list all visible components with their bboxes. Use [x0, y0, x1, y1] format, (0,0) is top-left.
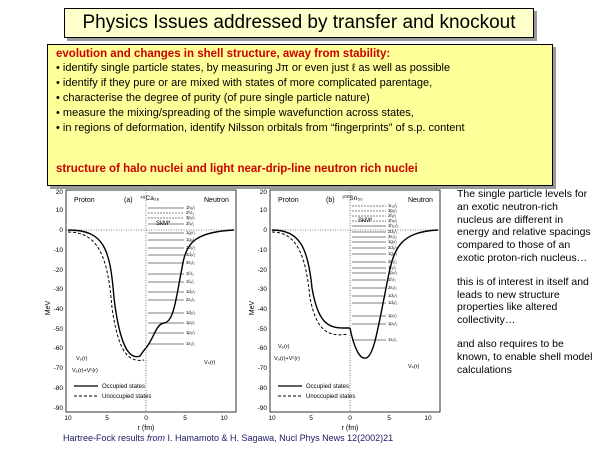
figure-b	[248, 188, 448, 434]
level-label: 1d₃/₂	[186, 289, 196, 294]
x-tick-label: 10	[220, 415, 228, 422]
slide-title-box	[64, 8, 534, 38]
vn-label: Vₙ(r)	[204, 360, 216, 366]
y-tick-label: -30	[53, 286, 63, 293]
issues-heading: evolution and changes in shell structure, away from stability:	[56, 48, 391, 60]
y-tick-label: -70	[257, 365, 267, 372]
level-label: 1f₅/₂	[186, 279, 195, 284]
level-label: 1p₃/₂	[388, 321, 398, 326]
panel-label: (b)	[326, 197, 335, 204]
level-label: 1f₇/₂	[186, 271, 194, 276]
level-labels	[186, 205, 196, 346]
y-tick-label: -90	[53, 405, 63, 412]
y-tick-label: -50	[257, 326, 267, 333]
level-label: 1d₃/₂	[388, 293, 398, 298]
level-label: 2f₇/₂	[186, 210, 194, 215]
nucleus-label: ⁴⁸Ca₂₈	[140, 195, 160, 202]
x-tick-label: 10	[424, 415, 432, 422]
y-tick-label: -90	[257, 405, 267, 412]
force-label: SkM*	[358, 218, 373, 224]
side-paragraph: The single particle levels for an exotic neutron-rich nucleus are different in energy and relative spacings compared to those of an exotic proton-rich nucleus…	[457, 188, 591, 264]
x-tick-label: 0	[348, 415, 352, 422]
y-tick-label: -60	[257, 345, 267, 352]
level-label: 1f₇/₂	[388, 277, 396, 282]
y-tick-labels	[258, 189, 268, 412]
vn-label: Vₙ(r)	[408, 364, 420, 370]
caption-suffix: I. Hamamoto & H. Sagawa, Nucl Phys News 12(2002)21	[165, 433, 394, 443]
issues-box	[47, 44, 553, 186]
y-axis-label: MeV	[249, 300, 256, 316]
x-tick-label: 5	[183, 415, 187, 422]
x-axis-label: r (fm)	[137, 425, 155, 432]
x-tick-label: 10	[64, 415, 72, 422]
y-tick-label: 0	[59, 227, 63, 234]
legend-unoccupied: Unoccupied states	[102, 394, 152, 400]
x-tick-labels	[64, 415, 228, 422]
neutron-label: Neutron	[204, 197, 229, 204]
single-particle-levels	[352, 206, 386, 340]
issues-list	[56, 61, 544, 136]
level-label: 2d₅/₂	[186, 252, 196, 257]
y-tick-label: -80	[257, 385, 267, 392]
legend-occupied: Occupied states	[306, 384, 350, 390]
y-tick-label: -70	[53, 365, 63, 372]
level-label: 1i₁₃/₂	[388, 203, 398, 208]
level-label: 1h₉/₂	[388, 218, 398, 223]
y-tick-label: -40	[257, 306, 267, 313]
x-axis-label: r (fm)	[341, 425, 359, 432]
level-label: 1d₅/₂	[186, 310, 196, 315]
issue-item: • measure the mixing/spreading of the simple wavefunction across states,	[56, 107, 414, 119]
level-label: 2p₃/₂	[388, 270, 398, 275]
level-label: 1p₁/₂	[186, 320, 196, 325]
y-tick-label: 0	[263, 227, 267, 234]
level-label: 1g₇/₂	[388, 239, 398, 244]
level-label: 2d₃/₂	[186, 245, 196, 250]
side-paragraph: and also requires to be known, to enable shell model calculations	[457, 337, 593, 376]
level-label: 2s₁/₂	[388, 285, 397, 290]
y-tick-label: -80	[53, 385, 63, 392]
side-commentary	[457, 188, 597, 387]
level-label: 2s₁/₂	[186, 297, 195, 302]
level-label: 3p₁/₂	[186, 215, 196, 220]
force-label: SkM*	[156, 221, 171, 227]
level-label: 1s₁/₂	[388, 337, 397, 342]
level-label: 1p₃/₂	[186, 330, 196, 335]
side-paragraph: this is of interest in itself and leads to new structure properties like altered collectivity…	[457, 275, 589, 327]
level-label: 1h₉/₂	[186, 205, 196, 210]
legend-unoccupied: Unoccupied states	[306, 394, 356, 400]
level-label: 3s₁/₂	[388, 234, 397, 239]
x-tick-label: 5	[105, 415, 109, 422]
level-label: 1p₁/₂	[388, 313, 398, 318]
y-tick-label: -40	[53, 306, 63, 313]
vp-label: Vₚ(r)	[76, 356, 88, 362]
level-label: 1d₅/₂	[388, 300, 398, 305]
y-tick-label: -60	[53, 345, 63, 352]
issue-item: • characterise the degree of purity (of pure single particle nature)	[56, 92, 370, 104]
vp-label: Vₚ(r)	[278, 344, 290, 350]
panel-label: (a)	[124, 197, 133, 204]
level-label: 3s₁/₂	[186, 260, 195, 265]
x-tick-label: 5	[387, 415, 391, 422]
vcoul-label: Vₚ(r)+Vᶜ(r)	[72, 368, 98, 374]
level-label: 2f₅/₂	[186, 221, 195, 226]
y-tick-label: 10	[55, 207, 63, 214]
slide-title: Physics Issues addressed by transfer and knockout	[82, 12, 516, 33]
caption-from: from	[147, 433, 166, 443]
y-tick-label: 20	[55, 189, 63, 196]
level-label: 2f₅/₂	[388, 213, 397, 218]
level-label: 1s₁/₂	[186, 341, 195, 346]
single-particle-levels	[148, 208, 184, 344]
y-tick-label: -50	[53, 326, 63, 333]
neutron-label: Neutron	[408, 197, 433, 204]
level-label: 2d₅/₂	[388, 245, 398, 250]
level-label: 2d₃/₂	[388, 229, 398, 234]
level-label: 2p₁/₂	[388, 259, 398, 264]
figure-caption	[63, 433, 393, 443]
proton-label: Proton	[278, 197, 299, 204]
halo-subheading: structure of halo nuclei and light near-drip-line neutron rich nuclei	[56, 163, 418, 175]
y-tick-label: -30	[257, 286, 267, 293]
level-label: 1g₉/₂	[388, 251, 398, 256]
level-label: 1h₁₁/₂	[388, 223, 399, 228]
proton-label: Proton	[74, 197, 95, 204]
caption-prefix: Hartree-Fock results	[63, 433, 148, 443]
level-label: 3p₁/₂	[388, 208, 398, 213]
x-tick-label: 5	[309, 415, 313, 422]
level-label: 1g₉/₂	[186, 237, 196, 242]
legend-occupied: Occupied states	[102, 384, 146, 390]
potential-plot-b	[248, 188, 448, 434]
potential-plot-a	[44, 188, 244, 434]
level-label: 1g₇/₂	[186, 230, 196, 235]
issue-item: • identify single particle states, by measuring Jπ or even just ℓ as well as possible	[56, 62, 451, 74]
y-tick-label: 20	[259, 189, 267, 196]
y-tick-label: -20	[53, 267, 63, 274]
y-axis-label: MeV	[45, 300, 52, 316]
vcoul-label: Vₚ(r)+Vᶜ(r)	[274, 356, 300, 362]
y-tick-label: 10	[259, 207, 267, 214]
y-tick-label: -20	[257, 267, 267, 274]
x-tick-label: 0	[144, 415, 148, 422]
x-tick-labels	[268, 415, 432, 422]
issue-item: • in regions of deformation, identify Nilsson orbitals from “fingerprints” of s.p. content	[56, 122, 465, 134]
issue-item: • identify if they pure or are mixed with states of more complicated parentage,	[56, 77, 433, 89]
y-tick-labels	[54, 189, 64, 412]
figure-a	[44, 188, 244, 434]
x-tick-label: 10	[268, 415, 276, 422]
level-labels	[388, 203, 399, 342]
level-label: 1f₅/₂	[388, 265, 397, 270]
y-tick-label: -10	[53, 247, 63, 254]
y-tick-label: -10	[257, 247, 267, 254]
nucleus-label: ¹⁰⁰Sn₅₀	[342, 195, 363, 202]
